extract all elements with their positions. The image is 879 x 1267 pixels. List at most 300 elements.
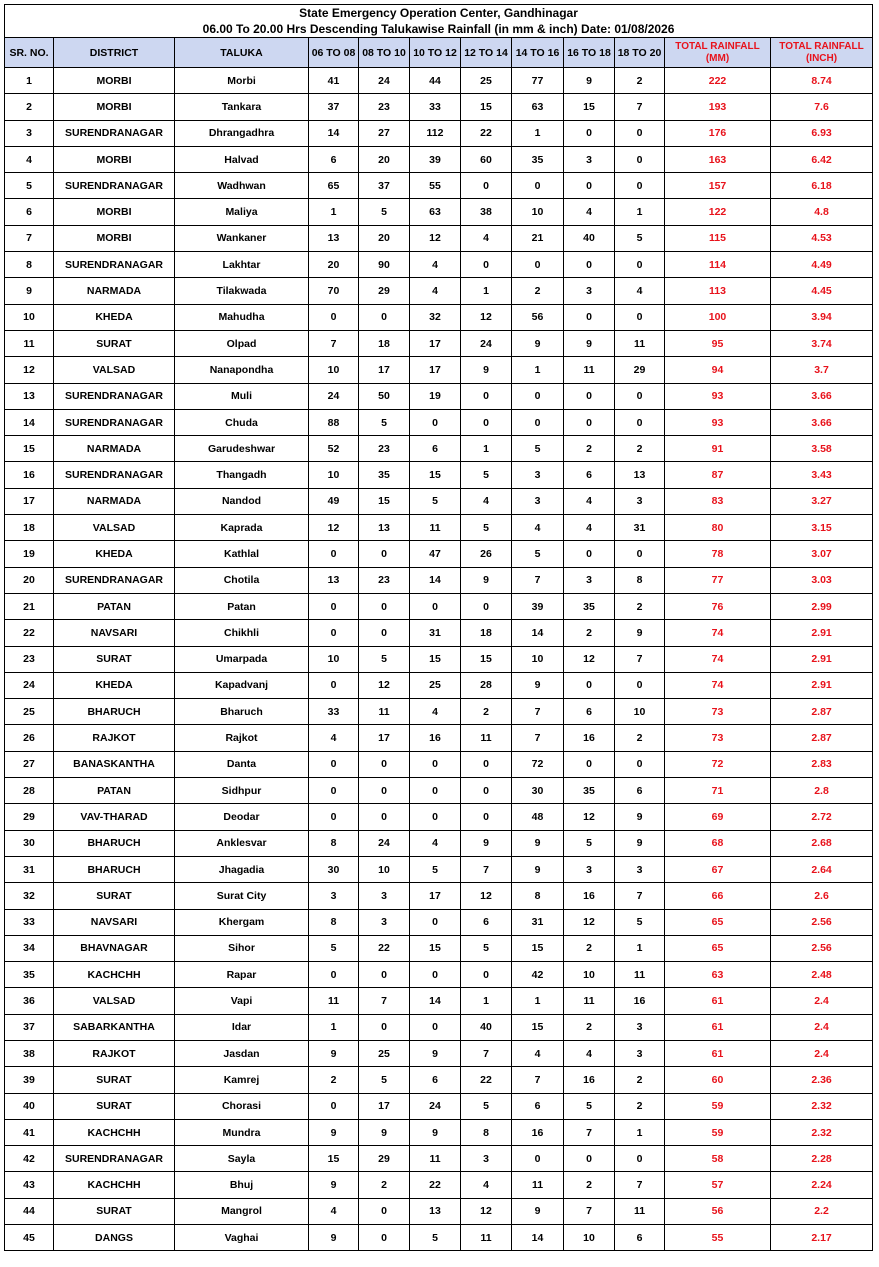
rainfall-report-sheet: [4, 4, 872, 1251]
cell-sr-no: 24: [5, 672, 54, 698]
cell-sr-no: 37: [5, 1014, 54, 1040]
cell-taluka: Vapi: [175, 988, 309, 1014]
col-header-total-inch: TOTAL RAINFALL (INCH): [771, 38, 873, 68]
cell-16-to-18: 4: [564, 199, 615, 225]
cell-total-mm: 80: [665, 515, 771, 541]
cell-12-to-14: 0: [461, 173, 512, 199]
cell-total-mm: 65: [665, 935, 771, 961]
cell-12-to-14: 15: [461, 646, 512, 672]
cell-sr-no: 5: [5, 173, 54, 199]
cell-16-to-18: 4: [564, 1040, 615, 1066]
cell-08-to-10: 23: [359, 436, 410, 462]
cell-14-to-16: 8: [512, 883, 564, 909]
cell-18-to-20: 4: [615, 278, 665, 304]
table-row: [5, 225, 873, 251]
cell-08-to-10: 18: [359, 330, 410, 356]
cell-12-to-14: 60: [461, 146, 512, 172]
cell-12-to-14: 4: [461, 488, 512, 514]
cell-06-to-08: 1: [309, 199, 359, 225]
cell-total-mm: 93: [665, 383, 771, 409]
cell-total-inch: 2.64: [771, 856, 873, 882]
cell-district: KACHCHH: [54, 1172, 175, 1198]
cell-total-mm: 67: [665, 856, 771, 882]
cell-06-to-08: 4: [309, 1198, 359, 1224]
cell-sr-no: 4: [5, 146, 54, 172]
cell-sr-no: 16: [5, 462, 54, 488]
cell-18-to-20: 0: [615, 252, 665, 278]
table-row: [5, 1040, 873, 1066]
cell-12-to-14: 9: [461, 567, 512, 593]
cell-district: MORBI: [54, 68, 175, 94]
cell-district: SURENDRANAGAR: [54, 173, 175, 199]
cell-06-to-08: 10: [309, 462, 359, 488]
cell-18-to-20: 2: [615, 1067, 665, 1093]
table-row: [5, 962, 873, 988]
cell-08-to-10: 23: [359, 94, 410, 120]
cell-district: SURENDRANAGAR: [54, 120, 175, 146]
cell-16-to-18: 0: [564, 751, 615, 777]
cell-14-to-16: 0: [512, 383, 564, 409]
table-row: [5, 409, 873, 435]
cell-10-to-12: 15: [410, 935, 461, 961]
cell-10-to-12: 47: [410, 541, 461, 567]
cell-12-to-14: 15: [461, 94, 512, 120]
cell-06-to-08: 0: [309, 1093, 359, 1119]
cell-district: VALSAD: [54, 357, 175, 383]
cell-08-to-10: 24: [359, 68, 410, 94]
report-subtitle: 06.00 To 20.00 Hrs Descending Talukawise Rainfall (in mm & inch) Date: 01/08/2026: [202, 22, 675, 36]
cell-14-to-16: 31: [512, 909, 564, 935]
cell-total-inch: 4.53: [771, 225, 873, 251]
cell-10-to-12: 4: [410, 252, 461, 278]
cell-08-to-10: 0: [359, 1225, 410, 1251]
cell-sr-no: 15: [5, 436, 54, 462]
cell-total-inch: 2.24: [771, 1172, 873, 1198]
cell-10-to-12: 0: [410, 1014, 461, 1040]
cell-14-to-16: 9: [512, 672, 564, 698]
cell-12-to-14: 0: [461, 962, 512, 988]
cell-district: SABARKANTHA: [54, 1014, 175, 1040]
cell-12-to-14: 7: [461, 1040, 512, 1066]
cell-sr-no: 26: [5, 725, 54, 751]
table-row: [5, 909, 873, 935]
cell-sr-no: 29: [5, 804, 54, 830]
cell-taluka: Bhuj: [175, 1172, 309, 1198]
cell-total-inch: 6.42: [771, 146, 873, 172]
cell-14-to-16: 3: [512, 462, 564, 488]
cell-16-to-18: 6: [564, 462, 615, 488]
cell-12-to-14: 22: [461, 1067, 512, 1093]
cell-06-to-08: 37: [309, 94, 359, 120]
cell-sr-no: 45: [5, 1225, 54, 1251]
cell-06-to-08: 14: [309, 120, 359, 146]
cell-16-to-18: 6: [564, 699, 615, 725]
cell-06-to-08: 2: [309, 1067, 359, 1093]
cell-14-to-16: 9: [512, 830, 564, 856]
cell-sr-no: 1: [5, 68, 54, 94]
cell-sr-no: 19: [5, 541, 54, 567]
cell-16-to-18: 9: [564, 330, 615, 356]
cell-06-to-08: 24: [309, 383, 359, 409]
cell-10-to-12: 32: [410, 304, 461, 330]
cell-08-to-10: 7: [359, 988, 410, 1014]
cell-18-to-20: 9: [615, 804, 665, 830]
cell-06-to-08: 49: [309, 488, 359, 514]
table-row: [5, 278, 873, 304]
cell-12-to-14: 9: [461, 830, 512, 856]
cell-08-to-10: 12: [359, 672, 410, 698]
cell-12-to-14: 22: [461, 120, 512, 146]
cell-16-to-18: 3: [564, 278, 615, 304]
cell-06-to-08: 0: [309, 541, 359, 567]
cell-taluka: Nandod: [175, 488, 309, 514]
cell-18-to-20: 0: [615, 146, 665, 172]
cell-08-to-10: 17: [359, 357, 410, 383]
cell-district: MORBI: [54, 199, 175, 225]
table-row: [5, 94, 873, 120]
cell-16-to-18: 2: [564, 935, 615, 961]
table-row: [5, 1198, 873, 1224]
cell-total-inch: 2.68: [771, 830, 873, 856]
cell-district: NARMADA: [54, 488, 175, 514]
cell-08-to-10: 0: [359, 620, 410, 646]
table-row: [5, 1119, 873, 1145]
cell-18-to-20: 6: [615, 778, 665, 804]
cell-district: BANASKANTHA: [54, 751, 175, 777]
cell-12-to-14: 11: [461, 725, 512, 751]
cell-total-mm: 115: [665, 225, 771, 251]
cell-total-mm: 57: [665, 1172, 771, 1198]
cell-16-to-18: 0: [564, 173, 615, 199]
cell-taluka: Bharuch: [175, 699, 309, 725]
cell-12-to-14: 18: [461, 620, 512, 646]
table-row: [5, 357, 873, 383]
cell-18-to-20: 7: [615, 883, 665, 909]
cell-total-mm: 55: [665, 1225, 771, 1251]
table-row: [5, 593, 873, 619]
cell-18-to-20: 8: [615, 567, 665, 593]
cell-12-to-14: 0: [461, 383, 512, 409]
cell-total-mm: 76: [665, 593, 771, 619]
cell-08-to-10: 50: [359, 383, 410, 409]
cell-taluka: Chikhli: [175, 620, 309, 646]
cell-08-to-10: 27: [359, 120, 410, 146]
cell-sr-no: 40: [5, 1093, 54, 1119]
cell-10-to-12: 55: [410, 173, 461, 199]
cell-16-to-18: 0: [564, 541, 615, 567]
cell-08-to-10: 90: [359, 252, 410, 278]
cell-sr-no: 23: [5, 646, 54, 672]
table-row: [5, 252, 873, 278]
cell-10-to-12: 22: [410, 1172, 461, 1198]
col-header-16-to-18: 16 TO 18: [564, 38, 615, 68]
cell-10-to-12: 14: [410, 988, 461, 1014]
cell-16-to-18: 7: [564, 1198, 615, 1224]
cell-10-to-12: 0: [410, 778, 461, 804]
table-row: [5, 304, 873, 330]
cell-18-to-20: 9: [615, 830, 665, 856]
cell-08-to-10: 29: [359, 1146, 410, 1172]
cell-taluka: Anklesvar: [175, 830, 309, 856]
cell-total-mm: 59: [665, 1119, 771, 1145]
cell-sr-no: 8: [5, 252, 54, 278]
col-header-total-mm: TOTAL RAINFALL (MM): [665, 38, 771, 68]
cell-12-to-14: 1: [461, 278, 512, 304]
cell-sr-no: 13: [5, 383, 54, 409]
cell-16-to-18: 11: [564, 988, 615, 1014]
table-row: [5, 699, 873, 725]
cell-total-inch: 2.91: [771, 620, 873, 646]
cell-district: SURENDRANAGAR: [54, 1146, 175, 1172]
cell-total-inch: 2.56: [771, 909, 873, 935]
cell-total-inch: 2.99: [771, 593, 873, 619]
cell-12-to-14: 4: [461, 1172, 512, 1198]
cell-total-mm: 93: [665, 409, 771, 435]
cell-18-to-20: 11: [615, 330, 665, 356]
cell-sr-no: 35: [5, 962, 54, 988]
cell-district: SURAT: [54, 1067, 175, 1093]
cell-taluka: Umarpada: [175, 646, 309, 672]
table-row: [5, 199, 873, 225]
cell-16-to-18: 0: [564, 409, 615, 435]
cell-total-mm: 176: [665, 120, 771, 146]
cell-10-to-12: 13: [410, 1198, 461, 1224]
cell-06-to-08: 65: [309, 173, 359, 199]
cell-14-to-16: 15: [512, 935, 564, 961]
cell-08-to-10: 5: [359, 1067, 410, 1093]
cell-total-inch: 7.6: [771, 94, 873, 120]
cell-06-to-08: 52: [309, 436, 359, 462]
cell-14-to-16: 9: [512, 856, 564, 882]
cell-18-to-20: 29: [615, 357, 665, 383]
cell-16-to-18: 2: [564, 436, 615, 462]
cell-district: SURENDRANAGAR: [54, 252, 175, 278]
cell-14-to-16: 0: [512, 252, 564, 278]
cell-14-to-16: 9: [512, 1198, 564, 1224]
cell-taluka: Morbi: [175, 68, 309, 94]
cell-16-to-18: 16: [564, 725, 615, 751]
cell-14-to-16: 56: [512, 304, 564, 330]
cell-12-to-14: 8: [461, 1119, 512, 1145]
cell-10-to-12: 9: [410, 1040, 461, 1066]
cell-10-to-12: 11: [410, 515, 461, 541]
cell-06-to-08: 0: [309, 304, 359, 330]
cell-10-to-12: 33: [410, 94, 461, 120]
cell-18-to-20: 0: [615, 173, 665, 199]
cell-district: SURENDRANAGAR: [54, 462, 175, 488]
cell-10-to-12: 25: [410, 672, 461, 698]
cell-14-to-16: 5: [512, 541, 564, 567]
cell-total-mm: 163: [665, 146, 771, 172]
cell-08-to-10: 25: [359, 1040, 410, 1066]
cell-14-to-16: 0: [512, 173, 564, 199]
cell-total-inch: 2.4: [771, 988, 873, 1014]
cell-taluka: Rajkot: [175, 725, 309, 751]
cell-12-to-14: 5: [461, 935, 512, 961]
cell-12-to-14: 5: [461, 462, 512, 488]
cell-sr-no: 18: [5, 515, 54, 541]
cell-06-to-08: 12: [309, 515, 359, 541]
cell-06-to-08: 0: [309, 593, 359, 619]
cell-16-to-18: 5: [564, 1093, 615, 1119]
cell-12-to-14: 0: [461, 593, 512, 619]
column-header-row: [5, 38, 873, 68]
cell-total-inch: 2.17: [771, 1225, 873, 1251]
cell-10-to-12: 17: [410, 883, 461, 909]
cell-18-to-20: 0: [615, 672, 665, 698]
cell-district: KACHCHH: [54, 962, 175, 988]
cell-14-to-16: 77: [512, 68, 564, 94]
cell-10-to-12: 24: [410, 1093, 461, 1119]
cell-sr-no: 22: [5, 620, 54, 646]
cell-district: MORBI: [54, 225, 175, 251]
cell-06-to-08: 13: [309, 567, 359, 593]
cell-18-to-20: 11: [615, 962, 665, 988]
table-row: [5, 725, 873, 751]
cell-06-to-08: 0: [309, 672, 359, 698]
cell-18-to-20: 0: [615, 120, 665, 146]
cell-06-to-08: 0: [309, 751, 359, 777]
cell-14-to-16: 7: [512, 567, 564, 593]
cell-sr-no: 36: [5, 988, 54, 1014]
cell-taluka: Deodar: [175, 804, 309, 830]
cell-district: SURAT: [54, 646, 175, 672]
table-row: [5, 1172, 873, 1198]
report-title-cell: [5, 5, 873, 38]
cell-16-to-18: 2: [564, 1172, 615, 1198]
cell-08-to-10: 5: [359, 199, 410, 225]
cell-total-mm: 87: [665, 462, 771, 488]
cell-16-to-18: 0: [564, 383, 615, 409]
cell-06-to-08: 20: [309, 252, 359, 278]
cell-total-mm: 66: [665, 883, 771, 909]
table-body: [5, 68, 873, 1251]
cell-total-inch: 3.27: [771, 488, 873, 514]
cell-12-to-14: 40: [461, 1014, 512, 1040]
cell-sr-no: 14: [5, 409, 54, 435]
cell-total-mm: 94: [665, 357, 771, 383]
table-row: [5, 1067, 873, 1093]
cell-06-to-08: 4: [309, 725, 359, 751]
cell-14-to-16: 11: [512, 1172, 564, 1198]
cell-district: RAJKOT: [54, 725, 175, 751]
table-row: [5, 830, 873, 856]
cell-08-to-10: 37: [359, 173, 410, 199]
cell-10-to-12: 0: [410, 804, 461, 830]
cell-district: SURENDRANAGAR: [54, 383, 175, 409]
cell-14-to-16: 7: [512, 699, 564, 725]
cell-18-to-20: 7: [615, 1172, 665, 1198]
cell-16-to-18: 3: [564, 146, 615, 172]
cell-12-to-14: 7: [461, 856, 512, 882]
cell-taluka: Mangrol: [175, 1198, 309, 1224]
cell-18-to-20: 6: [615, 1225, 665, 1251]
cell-sr-no: 30: [5, 830, 54, 856]
cell-16-to-18: 7: [564, 1119, 615, 1145]
cell-sr-no: 39: [5, 1067, 54, 1093]
col-header-sr-no: SR. NO.: [5, 38, 54, 68]
rainfall-table: [4, 4, 873, 1251]
cell-taluka: Chotila: [175, 567, 309, 593]
cell-taluka: Wadhwan: [175, 173, 309, 199]
cell-taluka: Rapar: [175, 962, 309, 988]
cell-14-to-16: 15: [512, 1014, 564, 1040]
cell-12-to-14: 1: [461, 988, 512, 1014]
cell-district: NAVSARI: [54, 909, 175, 935]
cell-10-to-12: 0: [410, 593, 461, 619]
cell-18-to-20: 0: [615, 541, 665, 567]
cell-16-to-18: 3: [564, 856, 615, 882]
cell-12-to-14: 0: [461, 804, 512, 830]
cell-14-to-16: 4: [512, 515, 564, 541]
cell-08-to-10: 13: [359, 515, 410, 541]
cell-18-to-20: 11: [615, 1198, 665, 1224]
cell-total-inch: 2.2: [771, 1198, 873, 1224]
cell-08-to-10: 35: [359, 462, 410, 488]
cell-08-to-10: 0: [359, 751, 410, 777]
cell-10-to-12: 44: [410, 68, 461, 94]
cell-12-to-14: 0: [461, 252, 512, 278]
cell-sr-no: 44: [5, 1198, 54, 1224]
cell-10-to-12: 112: [410, 120, 461, 146]
cell-16-to-18: 0: [564, 1146, 615, 1172]
cell-14-to-16: 3: [512, 488, 564, 514]
cell-08-to-10: 0: [359, 778, 410, 804]
cell-14-to-16: 63: [512, 94, 564, 120]
cell-total-inch: 2.87: [771, 699, 873, 725]
cell-total-inch: 2.48: [771, 962, 873, 988]
cell-08-to-10: 17: [359, 725, 410, 751]
cell-total-inch: 2.8: [771, 778, 873, 804]
cell-total-mm: 100: [665, 304, 771, 330]
cell-sr-no: 32: [5, 883, 54, 909]
cell-08-to-10: 0: [359, 1014, 410, 1040]
table-row: [5, 935, 873, 961]
cell-total-inch: 2.28: [771, 1146, 873, 1172]
cell-18-to-20: 0: [615, 751, 665, 777]
col-header-06-to-08: 06 TO 08: [309, 38, 359, 68]
cell-total-inch: 2.91: [771, 646, 873, 672]
table-row: [5, 515, 873, 541]
cell-12-to-14: 12: [461, 304, 512, 330]
cell-total-mm: 114: [665, 252, 771, 278]
cell-18-to-20: 10: [615, 699, 665, 725]
cell-08-to-10: 20: [359, 225, 410, 251]
cell-06-to-08: 88: [309, 409, 359, 435]
cell-06-to-08: 10: [309, 646, 359, 672]
cell-district: BHARUCH: [54, 830, 175, 856]
cell-taluka: Lakhtar: [175, 252, 309, 278]
table-row: [5, 988, 873, 1014]
cell-total-inch: 2.4: [771, 1014, 873, 1040]
cell-sr-no: 27: [5, 751, 54, 777]
cell-08-to-10: 0: [359, 593, 410, 619]
cell-10-to-12: 5: [410, 488, 461, 514]
cell-sr-no: 21: [5, 593, 54, 619]
cell-total-mm: 74: [665, 672, 771, 698]
cell-08-to-10: 2: [359, 1172, 410, 1198]
cell-14-to-16: 7: [512, 725, 564, 751]
cell-16-to-18: 0: [564, 252, 615, 278]
cell-10-to-12: 6: [410, 1067, 461, 1093]
cell-18-to-20: 2: [615, 1093, 665, 1119]
cell-total-mm: 74: [665, 646, 771, 672]
cell-18-to-20: 0: [615, 304, 665, 330]
cell-10-to-12: 15: [410, 462, 461, 488]
cell-06-to-08: 0: [309, 804, 359, 830]
cell-12-to-14: 5: [461, 515, 512, 541]
cell-total-inch: 3.03: [771, 567, 873, 593]
